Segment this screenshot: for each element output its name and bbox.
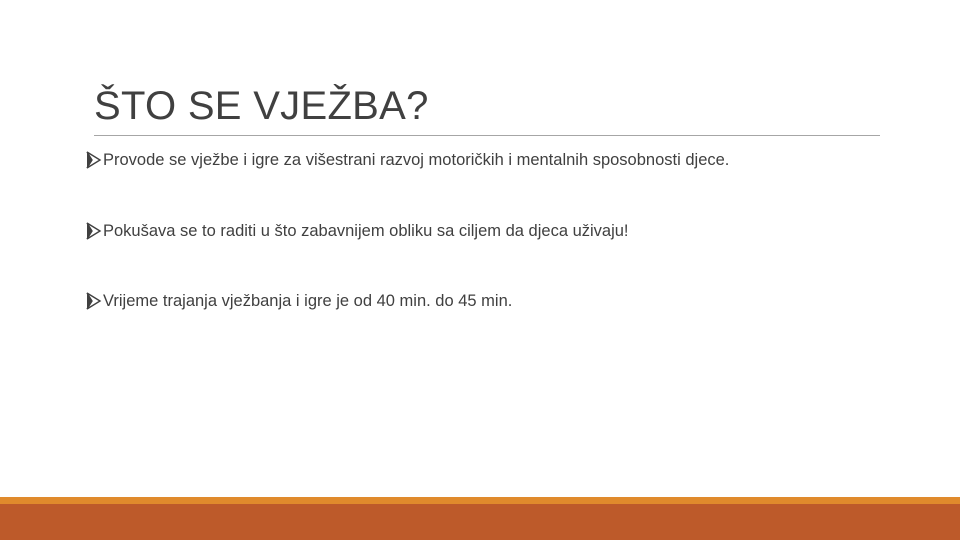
footer-bar	[0, 504, 960, 540]
arrow-bullet-icon	[86, 222, 102, 240]
arrow-bullet-icon	[86, 151, 102, 169]
slide-title: ŠTO SE VJEŽBA?	[94, 84, 429, 128]
footer-accent-stripe	[0, 497, 960, 504]
bullet-text: Provode se vježbe i igre za višestrani razvoj motoričkih i mentalnih sposobnosti djece.	[103, 151, 730, 169]
bullet-item	[86, 288, 512, 314]
arrow-bullet-icon	[86, 292, 102, 310]
bullet-item	[86, 218, 629, 244]
title-divider	[94, 135, 880, 136]
bullet-item	[86, 147, 729, 173]
bullet-text: Pokušava se to raditi u što zabavnijem obliku sa ciljem da djeca uživaju!	[103, 222, 629, 240]
bullet-text: Vrijeme trajanja vježbanja i igre je od 40 min. do 45 min.	[103, 292, 513, 310]
